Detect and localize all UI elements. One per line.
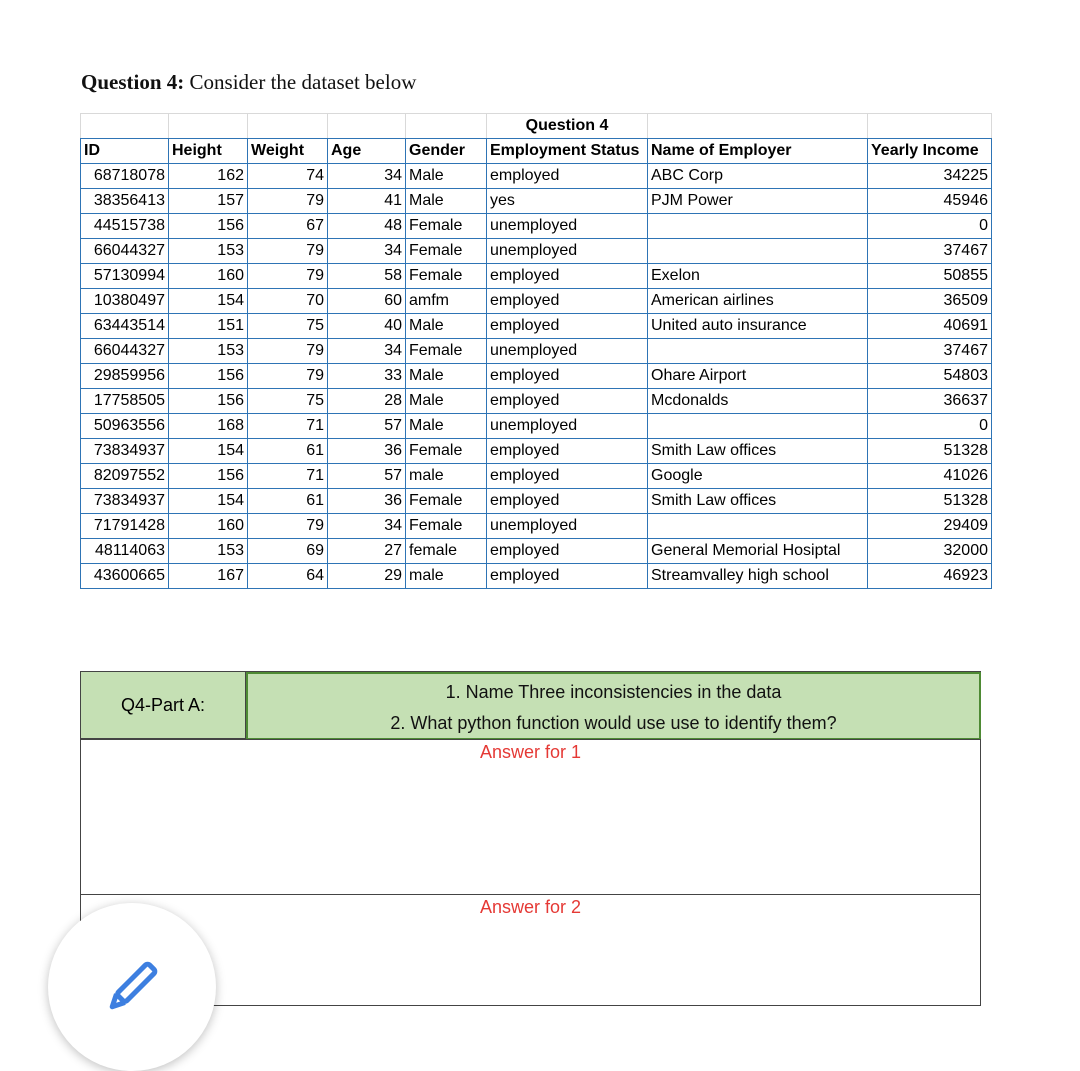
part-label: Q4-Part A:	[80, 671, 246, 739]
table-cell: 75	[248, 389, 328, 414]
table-row	[81, 164, 992, 189]
table-cell: 153	[169, 339, 248, 364]
table-cell: unemployed	[487, 239, 648, 264]
table-cell	[648, 214, 868, 239]
table-row	[81, 389, 992, 414]
table-row	[81, 239, 992, 264]
table-cell: Female	[406, 439, 487, 464]
table-cell: male	[406, 564, 487, 589]
table-cell: 48	[328, 214, 406, 239]
table-cell: 36509	[868, 289, 992, 314]
table-cell: 29409	[868, 514, 992, 539]
table-cell: 10380497	[81, 289, 169, 314]
question-heading	[81, 70, 416, 95]
divider	[80, 894, 981, 895]
table-cell: 36637	[868, 389, 992, 414]
table-cell: 0	[868, 214, 992, 239]
table-cell: 154	[169, 489, 248, 514]
table-cell: American airlines	[648, 289, 868, 314]
question-number: Question 4:	[81, 70, 185, 94]
table-cell: 79	[248, 239, 328, 264]
table-cell: 154	[169, 439, 248, 464]
table-row	[81, 314, 992, 339]
table-cell: 38356413	[81, 189, 169, 214]
table-cell: 61	[248, 489, 328, 514]
prompt-line-2: 2. What python function would use use to identify them?	[390, 713, 837, 733]
table-cell: employed	[487, 539, 648, 564]
dataset-table	[80, 113, 992, 589]
table-cell: employed	[487, 164, 648, 189]
table-cell: Male	[406, 189, 487, 214]
table-cell: 40691	[868, 314, 992, 339]
table-cell: 34	[328, 514, 406, 539]
table-cell: 67	[248, 214, 328, 239]
table-cell: yes	[487, 189, 648, 214]
table-cell: Male	[406, 164, 487, 189]
column-header: Weight	[248, 139, 328, 164]
table-cell: 32000	[868, 539, 992, 564]
table-row	[81, 264, 992, 289]
table-row	[81, 214, 992, 239]
table-cell: male	[406, 464, 487, 489]
table-cell: 33	[328, 364, 406, 389]
table-cell: 66044327	[81, 239, 169, 264]
table-row	[81, 414, 992, 439]
table-cell: 36	[328, 439, 406, 464]
table-cell: Female	[406, 339, 487, 364]
table-cell: 34	[328, 164, 406, 189]
table-row	[81, 514, 992, 539]
table-cell: 71	[248, 464, 328, 489]
column-header: Name of Employer	[648, 139, 868, 164]
pencil-icon	[100, 955, 164, 1019]
table-cell: General Memorial Hosiptal	[648, 539, 868, 564]
table-cell: 57	[328, 414, 406, 439]
table-cell: 79	[248, 189, 328, 214]
column-header: Age	[328, 139, 406, 164]
table-cell: 162	[169, 164, 248, 189]
table-cell: Female	[406, 239, 487, 264]
table-cell: 45946	[868, 189, 992, 214]
table-cell: amfm	[406, 289, 487, 314]
table-cell: 68718078	[81, 164, 169, 189]
table-cell: 79	[248, 264, 328, 289]
divider	[80, 739, 981, 740]
table-cell: 82097552	[81, 464, 169, 489]
column-header: Height	[169, 139, 248, 164]
table-cell: 17758505	[81, 389, 169, 414]
table-cell: Smith Law offices	[648, 489, 868, 514]
table-cell: unemployed	[487, 514, 648, 539]
table-cell: Female	[406, 489, 487, 514]
table-cell: 168	[169, 414, 248, 439]
table-cell: Female	[406, 514, 487, 539]
table-cell: employed	[487, 464, 648, 489]
table-cell: employed	[487, 264, 648, 289]
table-cell: United auto insurance	[648, 314, 868, 339]
answer-1-area[interactable]: Answer for 1	[479, 742, 582, 762]
table-cell: 156	[169, 214, 248, 239]
table-cell: 74	[248, 164, 328, 189]
table-cell: unemployed	[487, 214, 648, 239]
table-cell: Ohare Airport	[648, 364, 868, 389]
column-header: Yearly Income	[868, 139, 992, 164]
table-cell: Smith Law offices	[648, 439, 868, 464]
table-cell: 28	[328, 389, 406, 414]
table-cell: 160	[169, 264, 248, 289]
table-row	[81, 564, 992, 589]
table-cell	[648, 514, 868, 539]
table-row	[81, 364, 992, 389]
table-cell: 27	[328, 539, 406, 564]
table-cell: Male	[406, 414, 487, 439]
table-cell: 71791428	[81, 514, 169, 539]
table-row	[81, 489, 992, 514]
table-cell: 79	[248, 364, 328, 389]
table-cell: 48114063	[81, 539, 169, 564]
column-header: ID	[81, 139, 169, 164]
table-cell: 151	[169, 314, 248, 339]
question-text: Consider the dataset below	[184, 70, 417, 94]
table-cell: 37467	[868, 339, 992, 364]
prompt-line-1: 1. Name Three inconsistencies in the data	[445, 682, 782, 702]
table-header-row	[81, 139, 992, 164]
table-cell: Male	[406, 364, 487, 389]
table-cell	[648, 414, 868, 439]
table-cell: 69	[248, 539, 328, 564]
table-cell: ABC Corp	[648, 164, 868, 189]
table-cell: PJM Power	[648, 189, 868, 214]
table-cell: female	[406, 539, 487, 564]
table-row	[81, 189, 992, 214]
question-prompt	[246, 672, 981, 740]
table-cell: 157	[169, 189, 248, 214]
table-cell: 40	[328, 314, 406, 339]
table-cell: 50963556	[81, 414, 169, 439]
table-cell: 71	[248, 414, 328, 439]
answer-2-area[interactable]: Answer for 2	[479, 897, 582, 917]
table-cell: 43600665	[81, 564, 169, 589]
table-cell: 58	[328, 264, 406, 289]
table-cell: unemployed	[487, 339, 648, 364]
table-cell: 61	[248, 439, 328, 464]
table-cell: 64	[248, 564, 328, 589]
table-title: Question 4	[487, 114, 648, 139]
table-title-row	[81, 114, 992, 139]
table-cell: Streamvalley high school	[648, 564, 868, 589]
table-cell: 34	[328, 339, 406, 364]
table-cell: Google	[648, 464, 868, 489]
table-cell: Mcdonalds	[648, 389, 868, 414]
table-cell: 29	[328, 564, 406, 589]
table-cell: unemployed	[487, 414, 648, 439]
table-cell: Male	[406, 389, 487, 414]
table-cell: 79	[248, 514, 328, 539]
table-cell: 29859956	[81, 364, 169, 389]
table-cell: 156	[169, 464, 248, 489]
table-cell: Female	[406, 264, 487, 289]
table-cell: 156	[169, 389, 248, 414]
table-cell: 54803	[868, 364, 992, 389]
table-cell: employed	[487, 439, 648, 464]
table-cell: 60	[328, 289, 406, 314]
table-cell: Exelon	[648, 264, 868, 289]
table-cell: 41026	[868, 464, 992, 489]
table-cell: 44515738	[81, 214, 169, 239]
table-cell: 73834937	[81, 439, 169, 464]
table-cell: Female	[406, 214, 487, 239]
table-cell: employed	[487, 289, 648, 314]
column-header: Employment Status	[487, 139, 648, 164]
table-cell: employed	[487, 489, 648, 514]
table-cell: 51328	[868, 439, 992, 464]
table-row	[81, 464, 992, 489]
table-cell: 50855	[868, 264, 992, 289]
table-cell: 153	[169, 239, 248, 264]
table-cell: 154	[169, 289, 248, 314]
table-cell: 156	[169, 364, 248, 389]
table-cell: 37467	[868, 239, 992, 264]
table-cell: 79	[248, 339, 328, 364]
table-cell: 66044327	[81, 339, 169, 364]
table-cell: 153	[169, 539, 248, 564]
table-cell: 36	[328, 489, 406, 514]
table-row	[81, 439, 992, 464]
table-cell: 75	[248, 314, 328, 339]
table-cell: 57	[328, 464, 406, 489]
table-cell: 41	[328, 189, 406, 214]
table-cell: 73834937	[81, 489, 169, 514]
table-cell: 34225	[868, 164, 992, 189]
column-header: Gender	[406, 139, 487, 164]
table-cell	[648, 339, 868, 364]
table-cell: 57130994	[81, 264, 169, 289]
table-row	[81, 539, 992, 564]
table-cell: 70	[248, 289, 328, 314]
table-cell: 46923	[868, 564, 992, 589]
table-cell: 167	[169, 564, 248, 589]
table-cell: 160	[169, 514, 248, 539]
table-cell: 34	[328, 239, 406, 264]
table-cell: 51328	[868, 489, 992, 514]
table-cell: employed	[487, 389, 648, 414]
table-cell: 0	[868, 414, 992, 439]
table-cell: employed	[487, 564, 648, 589]
table-cell: employed	[487, 314, 648, 339]
table-row	[81, 289, 992, 314]
table-cell: employed	[487, 364, 648, 389]
table-cell	[648, 239, 868, 264]
table-cell: Male	[406, 314, 487, 339]
edit-fab-button[interactable]	[48, 903, 216, 1071]
table-row	[81, 339, 992, 364]
table-cell: 63443514	[81, 314, 169, 339]
